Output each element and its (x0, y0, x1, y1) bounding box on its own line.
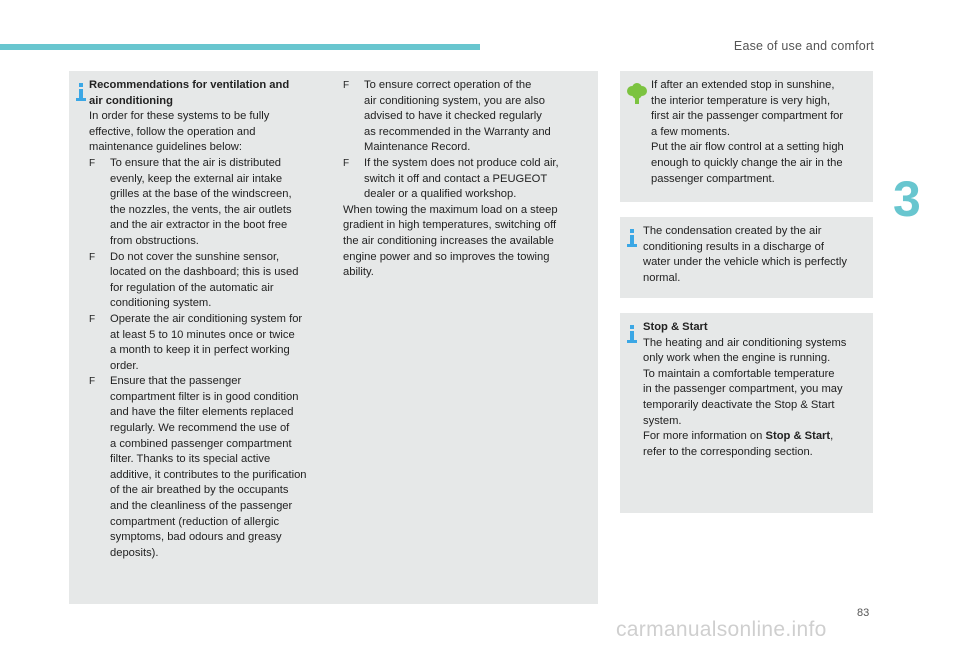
bullet-line: and have the filter elements replaced (110, 406, 294, 419)
bullet-item-no-cold-air (343, 156, 583, 203)
watermark-text: carmanualsonline.info (616, 618, 827, 641)
bullet-line: located on the dashboard; this is used (110, 266, 299, 279)
bullet-line: If the system does not produce cold air, (364, 156, 559, 169)
recommendations-title-cont: air conditioning (89, 94, 173, 107)
bullet-line: conditioning system. (110, 297, 212, 310)
bullet-line: compartment filter is in good condition (110, 390, 299, 403)
bullet-marker: F (89, 157, 96, 169)
stop-start-line: temporarily deactivate the Stop & Start (643, 398, 835, 411)
eco-line: first air the passenger compartment for (651, 110, 844, 123)
bullet-line: air conditioning system, you are also (364, 94, 545, 107)
bullet-marker: F (343, 80, 350, 91)
intro-line: maintenance guidelines below: (89, 141, 242, 154)
condensation-line: conditioning results in a discharge of (643, 240, 824, 253)
info-icon (626, 229, 638, 247)
stop-start-reference: Stop & Start (765, 430, 831, 443)
bullet-line: Do not cover the sunshine sensor, (110, 250, 280, 263)
recommendations-column-2 (343, 78, 583, 281)
bullet-line: as recommended in the Warranty and (364, 125, 551, 138)
bullet-line: Ensure that the passenger (110, 375, 242, 388)
bullet-item-air-distribution (89, 156, 327, 250)
bullet-line: and the cleanliness of the passenger (110, 500, 293, 513)
more-info-end: refer to the corresponding section. (643, 445, 813, 458)
more-info-prefix: For more information on (643, 430, 766, 443)
bullet-line: the nozzles, the vents, the air outlets (110, 203, 292, 216)
eco-tip-text (651, 78, 869, 187)
bullet-line: Operate the air conditioning system for (110, 312, 303, 325)
stop-start-line: only work when the engine is running. (643, 352, 831, 365)
stop-start-line: system. (643, 414, 682, 427)
bullet-marker: F (89, 251, 96, 263)
header-accent-bar (0, 44, 480, 50)
bullet-line: grilles at the base of the windscreen, (110, 188, 292, 201)
recommendations-title: Recommendations for ventilation and (89, 79, 290, 91)
bullet-line: regularly. We recommend the use of (110, 422, 290, 435)
chapter-number: 3 (893, 171, 921, 227)
bullet-line: compartment (reduction of allergic (110, 515, 280, 528)
bullet-marker: F (89, 313, 96, 325)
intro-line: effective, follow the operation and (89, 125, 256, 138)
bullet-marker: F (89, 376, 96, 388)
towing-line: gradient in high temperatures, switching off (343, 219, 557, 232)
towing-line: the air conditioning increases the available (343, 234, 554, 247)
towing-line: engine power and so improves the towing (343, 250, 550, 263)
info-icon (75, 83, 87, 101)
bullet-line: for regulation of the automatic air (110, 281, 274, 294)
bullet-line: filter. Thanks to its special active (110, 453, 271, 466)
recommendations-column-1 (89, 78, 327, 561)
bullet-line: additive, it contributes to the purification (110, 468, 307, 481)
intro-line: In order for these systems to be fully (89, 110, 270, 123)
bullet-marker: F (343, 157, 350, 169)
eco-line: a few moments. (651, 125, 730, 138)
towing-line: When towing the maximum load on a steep (343, 203, 558, 216)
info-icon (626, 325, 638, 343)
eco-line: enough to quickly change the air in the (651, 156, 843, 169)
bullet-line: switch it off and contact a PEUGEOT (364, 172, 548, 185)
condensation-line: normal. (643, 271, 681, 284)
page-number: 83 (857, 607, 870, 619)
condensation-line: water under the vehicle which is perfectly (643, 256, 847, 269)
bullet-line: To ensure correct operation of the (364, 79, 532, 91)
bullet-line: dealer or a qualified workshop. (364, 188, 517, 201)
eco-line: If after an extended stop in sunshine, (651, 79, 835, 91)
stop-start-line: The heating and air conditioning systems (643, 336, 847, 349)
stop-start-text (643, 320, 869, 460)
bullet-line: a month to keep it in perfect working (110, 344, 290, 357)
tree-icon (627, 83, 647, 104)
stop-start-title: Stop & Start (643, 321, 708, 333)
bullet-line: advised to have it checked regularly (364, 110, 542, 123)
towing-line: ability. (343, 266, 374, 279)
stop-start-line: To maintain a comfortable temperature (643, 367, 835, 380)
stop-start-line: in the passenger compartment, you may (643, 383, 843, 396)
bullet-line: of the air breathed by the occupants (110, 484, 289, 497)
eco-line: Put the air flow control at a setting high (651, 141, 844, 154)
section-title: Ease of use and comfort (733, 39, 874, 53)
bullet-line: at least 5 to 10 minutes once or twice (110, 328, 295, 341)
eco-line: the interior temperature is very high, (651, 94, 831, 107)
bullet-line: and the air extractor in the boot free (110, 219, 288, 232)
bullet-line: Maintenance Record. (364, 141, 471, 154)
bullet-line: deposits). (110, 546, 159, 559)
bullet-item-cabin-filter (89, 374, 327, 561)
more-info-suffix: , (830, 430, 834, 443)
bullet-line: a combined passenger compartment (110, 437, 292, 450)
more-info-line (643, 429, 869, 445)
eco-line: passenger compartment. (651, 172, 775, 185)
bullet-line: order. (110, 359, 139, 372)
bullet-item-operate-system (89, 312, 327, 374)
bullet-line: To ensure that the air is distributed (110, 156, 282, 169)
bullet-item-sunshine-sensor (89, 250, 327, 312)
bullet-line: evenly, keep the external air intake (110, 172, 283, 185)
bullet-line: from obstructions. (110, 234, 199, 247)
bullet-line: symptoms, bad odours and greasy (110, 531, 282, 544)
bullet-item-checkup (343, 78, 583, 156)
condensation-line: The condensation created by the air (643, 225, 822, 237)
condensation-text (643, 224, 869, 286)
